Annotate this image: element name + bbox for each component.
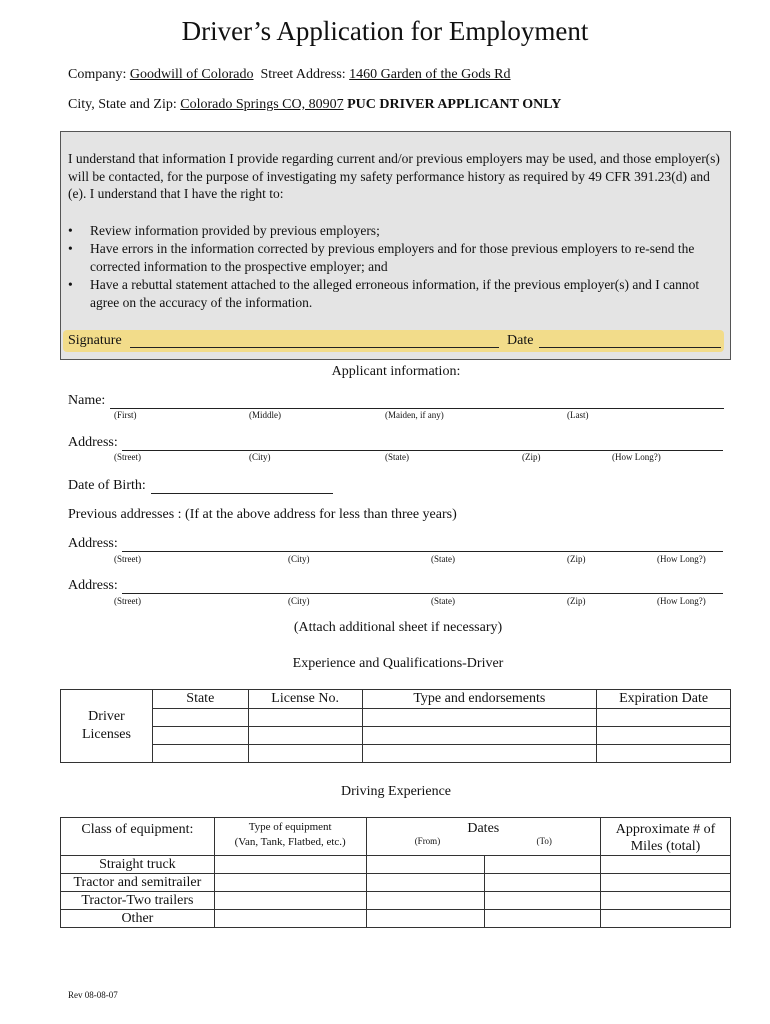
table-cell[interactable] xyxy=(597,709,731,727)
address-field[interactable] xyxy=(122,450,723,451)
date-label: Date xyxy=(507,333,534,348)
page-title: Driver’s Application for Employment xyxy=(181,16,589,46)
company-value: Goodwill of Colorado xyxy=(129,67,254,82)
attach-note: (Attach additional sheet if necessary) xyxy=(293,620,503,635)
license-row-label xyxy=(61,690,153,763)
table-cell[interactable] xyxy=(248,727,362,745)
table-cell[interactable] xyxy=(601,910,731,928)
table-cell[interactable] xyxy=(362,745,597,763)
prev-address-field-2[interactable] xyxy=(122,593,723,594)
to-label: (To) xyxy=(536,836,552,846)
hint-street: (Street) xyxy=(114,554,141,564)
bullet-icon: • xyxy=(68,277,73,292)
table-cell[interactable] xyxy=(485,892,601,910)
miles-header-1: Approximate # of xyxy=(615,822,716,837)
miles-header xyxy=(601,818,731,856)
previous-heading: Previous addresses : (If at the above address for less than three years) xyxy=(68,507,457,522)
street-label: Street Address: xyxy=(260,67,346,82)
table-cell[interactable] xyxy=(152,727,248,745)
city-line xyxy=(68,97,561,113)
consent-bullet xyxy=(68,240,728,276)
col-type-endorsements: Type and endorsements xyxy=(362,690,597,709)
hint-first: (First) xyxy=(114,410,137,420)
dates-subheaders xyxy=(367,836,601,846)
hint-city: (City) xyxy=(249,452,271,462)
license-header-row xyxy=(61,690,731,709)
puc-note: PUC DRIVER APPLICANT ONLY xyxy=(347,97,562,112)
table-cell[interactable] xyxy=(597,745,731,763)
table-cell[interactable] xyxy=(485,874,601,892)
table-cell[interactable] xyxy=(248,745,362,763)
license-row-label-2: Licenses xyxy=(81,727,131,742)
col-license-no: License No. xyxy=(248,690,362,709)
signature-label: Signature xyxy=(68,333,122,348)
class-header: Class of equipment: xyxy=(61,818,215,856)
hint-zip: (Zip) xyxy=(567,596,586,606)
hint-state: (State) xyxy=(431,554,455,564)
table-row xyxy=(61,892,731,910)
dob-field[interactable] xyxy=(151,493,333,494)
hint-middle: (Middle) xyxy=(249,410,281,420)
signature-bar xyxy=(63,330,724,352)
hint-state: (State) xyxy=(385,452,409,462)
table-cell[interactable] xyxy=(152,709,248,727)
table-cell[interactable] xyxy=(362,727,597,745)
hint-city: (City) xyxy=(288,596,310,606)
col-expiration: Expiration Date xyxy=(597,690,731,709)
driving-header-row xyxy=(61,818,731,856)
consent-bullet-text: Review information provided by previous employers; xyxy=(90,223,380,238)
company-label: Company: xyxy=(68,67,127,82)
type-header-2: (Van, Tank, Flatbed, etc.) xyxy=(234,836,346,848)
col-state: State xyxy=(152,690,248,709)
name-label: Name: xyxy=(68,393,106,408)
bullet-icon: • xyxy=(68,223,73,238)
table-row xyxy=(61,727,731,745)
type-header xyxy=(214,818,366,856)
city-label: City, State and Zip: xyxy=(68,97,177,112)
hint-zip: (Zip) xyxy=(522,452,541,462)
table-cell[interactable] xyxy=(597,727,731,745)
hint-state: (State) xyxy=(431,596,455,606)
driving-table xyxy=(60,817,731,928)
table-row xyxy=(61,745,731,763)
table-cell[interactable] xyxy=(366,892,485,910)
table-cell[interactable] xyxy=(485,856,601,874)
revision-label: Rev 08-08-07 xyxy=(68,990,118,1000)
name-field[interactable] xyxy=(110,408,724,409)
hint-zip: (Zip) xyxy=(567,554,586,564)
from-label: (From) xyxy=(414,836,441,846)
consent-bullet-text: Have a rebuttal statement attached to the alleged erroneous information, if the previous employer(s) and I cannot agree on the accuracy of the information. xyxy=(90,277,700,310)
prev-address-field-1[interactable] xyxy=(122,551,723,552)
table-cell[interactable] xyxy=(601,874,731,892)
hint-maiden: (Maiden, if any) xyxy=(385,410,444,420)
table-row xyxy=(61,856,731,874)
equipment-label: Other xyxy=(61,910,215,928)
table-cell[interactable] xyxy=(485,910,601,928)
signature-field[interactable] xyxy=(130,347,499,348)
address-label: Address: xyxy=(68,435,118,450)
table-row xyxy=(61,874,731,892)
consent-paragraph: I understand that information I provide regarding current and/or previous employers may be used, and those employer(s) will be contacted, for the purpose of investigating my safety performance history as required by 49 CFR 391.23(d) and (e). I understand that I have the right to: xyxy=(68,151,720,201)
table-row xyxy=(61,709,731,727)
table-cell[interactable] xyxy=(214,856,366,874)
license-table xyxy=(60,689,731,763)
type-header-1: Type of equipment xyxy=(248,821,332,833)
table-cell[interactable] xyxy=(152,745,248,763)
equipment-label: Straight truck xyxy=(61,856,215,874)
table-cell[interactable] xyxy=(214,910,366,928)
hint-last: (Last) xyxy=(567,410,589,420)
table-cell[interactable] xyxy=(366,874,485,892)
signature-date-field[interactable] xyxy=(539,347,721,348)
consent-bullet-text: Have errors in the information corrected by previous employers and for those previous employers to re-send the corrected information to the prospective employer; and xyxy=(90,241,695,274)
company-line xyxy=(68,67,511,83)
prev-address-label: Address: xyxy=(68,578,118,593)
dob-label: Date of Birth: xyxy=(68,478,146,493)
bullet-icon: • xyxy=(68,241,73,256)
equipment-label: Tractor-Two trailers xyxy=(61,892,215,910)
table-cell[interactable] xyxy=(214,874,366,892)
table-row xyxy=(61,910,731,928)
city-value: Colorado Springs CO, 80907 xyxy=(180,97,344,112)
license-row-label-1: Driver xyxy=(88,709,125,724)
hint-city: (City) xyxy=(288,554,310,564)
applicant-heading: Applicant information: xyxy=(331,364,461,379)
miles-header-2: Miles (total) xyxy=(630,839,701,854)
table-cell[interactable] xyxy=(362,709,597,727)
dates-header xyxy=(366,818,601,856)
street-value: 1460 Garden of the Gods Rd xyxy=(349,67,511,82)
table-cell[interactable] xyxy=(214,892,366,910)
consent-bullet xyxy=(68,276,728,312)
experience-heading: Experience and Qualifications-Driver xyxy=(292,656,504,671)
table-cell[interactable] xyxy=(366,910,485,928)
equipment-label: Tractor and semitrailer xyxy=(61,874,215,892)
hint-how-long: (How Long?) xyxy=(657,554,706,564)
dates-label: Dates xyxy=(467,821,500,836)
prev-address-label: Address: xyxy=(68,536,118,551)
table-cell[interactable] xyxy=(601,892,731,910)
hint-how-long: (How Long?) xyxy=(612,452,661,462)
consent-bullets xyxy=(68,222,728,312)
hint-street: (Street) xyxy=(114,452,141,462)
table-cell[interactable] xyxy=(601,856,731,874)
hint-street: (Street) xyxy=(114,596,141,606)
hint-how-long: (How Long?) xyxy=(657,596,706,606)
table-cell[interactable] xyxy=(248,709,362,727)
driving-heading: Driving Experience xyxy=(340,784,451,799)
consent-bullet xyxy=(68,222,728,240)
table-cell[interactable] xyxy=(366,856,485,874)
